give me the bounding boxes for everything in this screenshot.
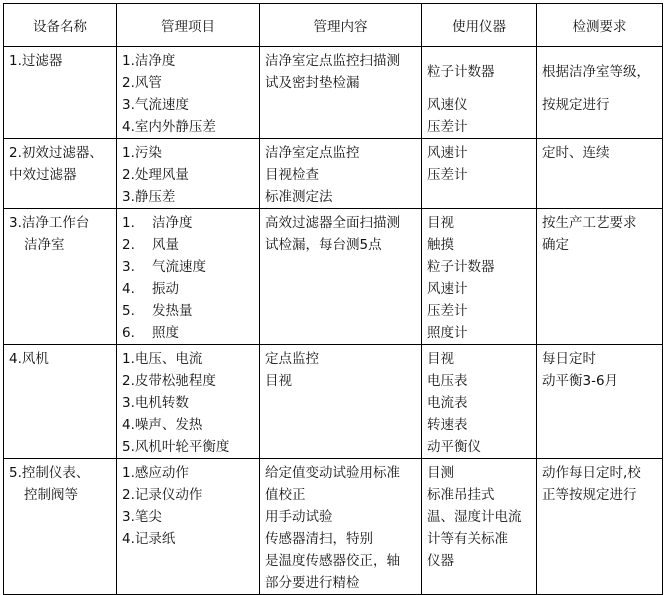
requirements-line: 根据洁净室等级， <box>542 64 650 80</box>
equipment-line: 4.风机 <box>9 351 49 367</box>
item-text: 发热量 <box>152 303 193 319</box>
header-content: 管理内容 <box>260 4 422 47</box>
items-line: 2.处理风量 <box>122 167 189 183</box>
equipment-management-table <box>3 3 663 595</box>
cell-instruments <box>422 47 537 139</box>
requirements-line: 动平衡3-6月 <box>542 373 619 389</box>
items-line: 3.静压差 <box>122 189 176 205</box>
instruments-line: 温、湿度计电流 <box>427 509 522 525</box>
item-number: 1. <box>122 215 135 231</box>
content-line: 用手动试验 <box>265 509 333 525</box>
items-line: 2.记录仪动作 <box>122 487 203 503</box>
content-line: 目视 <box>265 373 292 389</box>
items-line: 3.气流速度 <box>122 97 189 113</box>
instruments-line: 风速计 <box>427 281 468 297</box>
cell-requirements <box>537 209 663 345</box>
cell-items <box>117 345 260 459</box>
instruments-line: 标准吊挂式 <box>427 487 495 503</box>
equipment-line: 5.控制仪表、 <box>9 465 90 481</box>
instruments-line: 粒子计数器 <box>427 259 495 275</box>
equipment-line: 中效过滤器 <box>9 167 77 183</box>
instruments-line: 动平衡仪 <box>427 439 481 455</box>
item-number: 4. <box>122 281 135 297</box>
requirements-line: 按生产工艺要求 <box>542 215 637 231</box>
instruments-line: 电压表 <box>427 373 468 389</box>
instruments-line: 触摸 <box>427 237 454 253</box>
items-line: 4.室内外静压差 <box>122 119 216 135</box>
content-line: 给定值变动试验用标准 <box>265 465 400 481</box>
cell-content <box>260 209 422 345</box>
header-items: 管理项目 <box>117 4 260 47</box>
cell-items <box>117 139 260 209</box>
equipment-line: 洁净室 <box>24 237 65 253</box>
content-line: 传感器清扫，特别 <box>265 531 373 547</box>
equipment-line: 3.洁净工作台 <box>9 215 90 231</box>
cell-equipment <box>4 47 117 139</box>
table-row <box>4 459 663 595</box>
cell-requirements <box>537 345 663 459</box>
instruments-line: 压差计 <box>427 119 468 135</box>
instruments-line: 压差计 <box>427 303 468 319</box>
content-line: 试及密封垫检漏 <box>265 75 360 91</box>
table-row <box>4 139 663 209</box>
table-row <box>4 47 663 139</box>
cell-items <box>117 47 260 139</box>
items-line <box>122 256 259 278</box>
equipment-line: 1.过滤器 <box>9 53 63 69</box>
content-line: 部分要进行精检 <box>265 575 360 591</box>
items-line: 3.电机转数 <box>122 395 189 411</box>
cell-instruments <box>422 459 537 595</box>
content-line: 值校正 <box>265 487 306 503</box>
content-line: 标准测定法 <box>265 189 333 205</box>
cell-equipment <box>4 139 117 209</box>
table-row <box>4 345 663 459</box>
item-text: 风量 <box>152 237 179 253</box>
cell-instruments <box>422 345 537 459</box>
items-line <box>122 212 259 234</box>
cell-requirements <box>537 47 663 139</box>
content-line: 试检漏，每台测5点 <box>265 237 382 253</box>
items-line: 1.电压、电流 <box>122 351 203 367</box>
instruments-line: 电流表 <box>427 395 468 411</box>
content-line: 目视检查 <box>265 167 319 183</box>
item-number: 2. <box>122 237 135 253</box>
header-requirements: 检测要求 <box>537 4 663 47</box>
content-line: 是温度传感器佼正，轴 <box>265 553 400 569</box>
requirements-line: 正等按规定进行 <box>542 487 637 503</box>
instruments-line: 风速仪 <box>427 97 468 113</box>
items-line: 1.洁净度 <box>122 53 176 69</box>
item-text: 洁净度 <box>152 215 193 231</box>
instruments-line: 仪器 <box>427 553 454 569</box>
cell-requirements <box>537 139 663 209</box>
header-instruments: 使用仪器 <box>422 4 537 47</box>
cell-equipment <box>4 459 117 595</box>
cell-items <box>117 209 260 345</box>
cell-content <box>260 459 422 595</box>
items-line <box>122 322 259 344</box>
cell-equipment <box>4 345 117 459</box>
content-line: 定点监控 <box>265 351 319 367</box>
requirements-line: 每日定时 <box>542 351 596 367</box>
items-line: 3.笔尖 <box>122 509 162 525</box>
cell-content <box>260 47 422 139</box>
items-line <box>122 278 259 300</box>
cell-content <box>260 345 422 459</box>
content-line: 高效过滤器全面扫描测 <box>265 215 400 231</box>
items-line <box>122 300 259 322</box>
content-line: 洁净室定点监控 <box>265 145 360 161</box>
cell-content <box>260 139 422 209</box>
content-line: 洁净室定点监控扫描测 <box>265 53 400 69</box>
item-number: 6. <box>122 325 135 341</box>
item-text: 振动 <box>152 281 179 297</box>
item-text: 照度 <box>152 325 179 341</box>
cell-instruments <box>422 209 537 345</box>
item-text: 气流速度 <box>152 259 206 275</box>
instruments-line: 转速表 <box>427 417 468 433</box>
items-line: 4.噪声、发热 <box>122 417 203 433</box>
items-line <box>122 234 259 256</box>
items-line: 5.风机叶轮平衡度 <box>122 439 230 455</box>
header-row <box>4 4 663 47</box>
instruments-line: 粒子计数器 <box>427 64 495 80</box>
cell-requirements <box>537 459 663 595</box>
items-line: 2.风管 <box>122 75 162 91</box>
requirements-line: 动作每日定时,校 <box>542 465 641 481</box>
requirements-line: 定时、连续 <box>542 145 610 161</box>
instruments-line: 照度计 <box>427 325 468 341</box>
instruments-line: 压差计 <box>427 167 468 183</box>
items-line: 4.记录纸 <box>122 531 176 547</box>
instruments-line: 风速计 <box>427 145 468 161</box>
instruments-line: 目视 <box>427 215 454 231</box>
cell-items <box>117 459 260 595</box>
requirements-line: 按规定进行 <box>542 97 610 113</box>
cell-instruments <box>422 139 537 209</box>
items-line: 1.感应动作 <box>122 465 189 481</box>
equipment-line: 2.初效过滤器、 <box>9 145 103 161</box>
cell-equipment <box>4 209 117 345</box>
instruments-line: 计等有关标准 <box>427 531 508 547</box>
table-row <box>4 209 663 345</box>
item-number: 3. <box>122 259 135 275</box>
item-number: 5. <box>122 303 135 319</box>
items-line: 1.污染 <box>122 145 162 161</box>
header-equipment: 设备名称 <box>4 4 117 47</box>
requirements-line: 确定 <box>542 237 569 253</box>
instruments-line: 目视 <box>427 351 454 367</box>
instruments-line: 目测 <box>427 465 454 481</box>
equipment-line: 控制阀等 <box>24 487 78 503</box>
items-line: 2.皮带松驰程度 <box>122 373 216 389</box>
